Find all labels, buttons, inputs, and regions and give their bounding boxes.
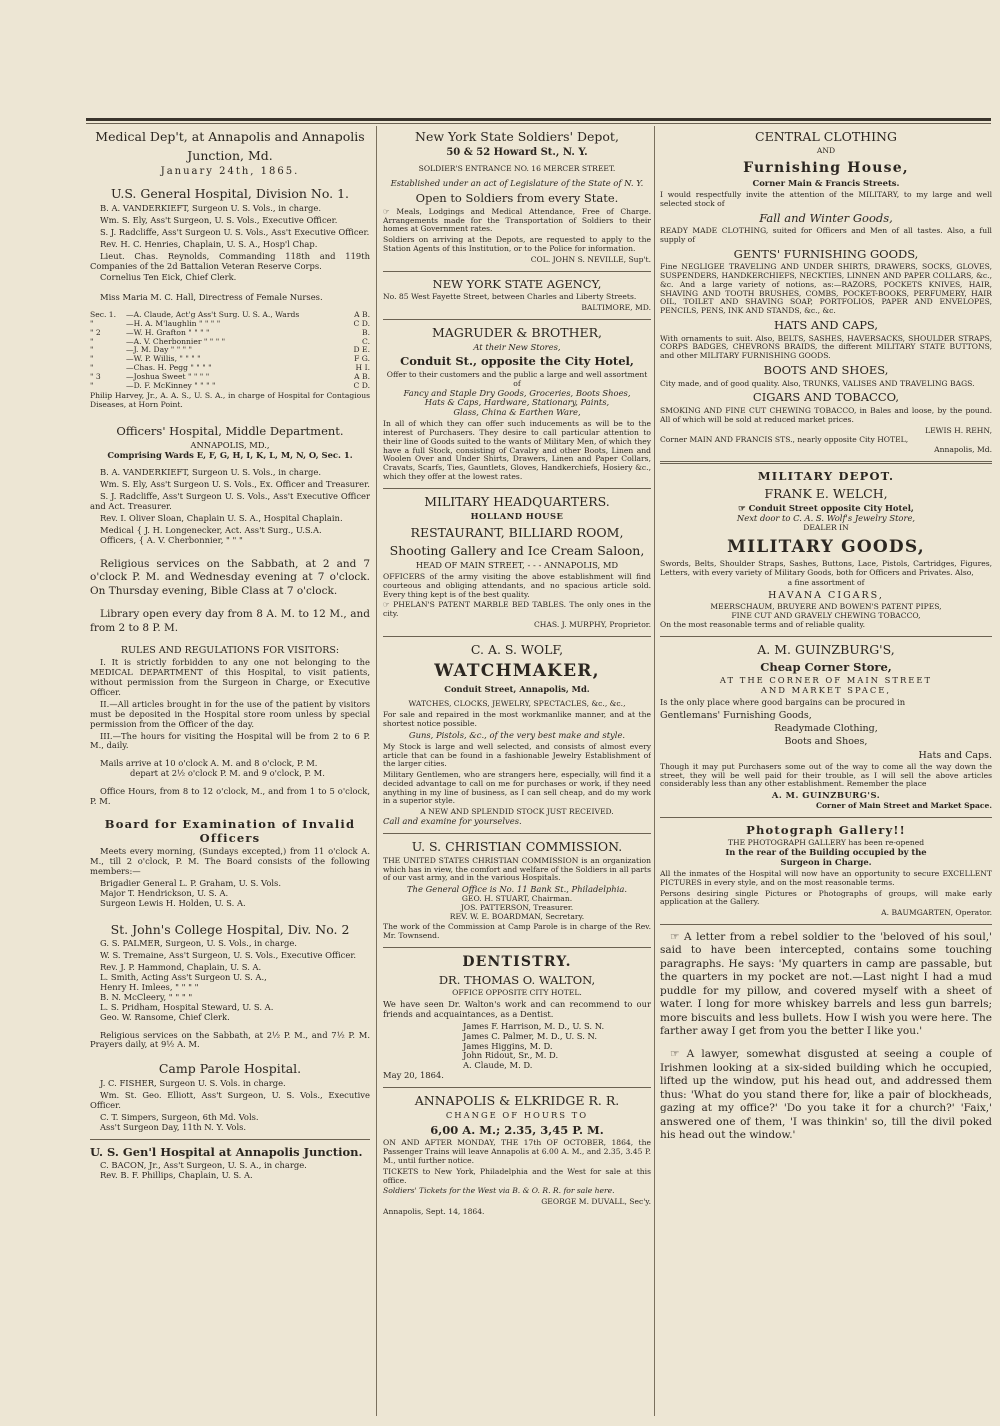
depot-text-2: Soldiers on arriving at the Depots, are requested to apply to the Station Agents of this Institution, or to the Police for information. xyxy=(383,235,651,253)
military-hq-text: OFFICERS of the army visiting the above establishment will find courteous and obliging attendants, and no spacious article sold. Every thing kept is of the best quality. xyxy=(383,571,651,599)
hats-title: HATS AND CAPS, xyxy=(773,318,879,333)
matron-line: Miss Maria M. C. Hall, Directress of Female Nurses. xyxy=(100,292,323,303)
dentist-text: We have seen Dr. Walton's work and can recommend to our friends and acquaintances, as a Dentist. xyxy=(383,998,651,1019)
clothing-signature: LEWIS H. REHN, xyxy=(925,425,992,435)
magruder-goods-1: Fancy and Staple Dry Goods, Groceries, Boots Shoes, xyxy=(403,387,631,398)
agency-city: BALTIMORE, MD. xyxy=(581,302,651,312)
wolf-new-stock: A NEW AND SPLENDID STOCK JUST RECEIVED. xyxy=(420,807,614,817)
reference-name: John Ridout, Sr., M. D. xyxy=(463,1050,559,1061)
cigars-title: CIGARS AND TOBACCO, xyxy=(752,390,900,405)
staff-line: L. Smith, Acting Ass't Surgeon U. S. A., xyxy=(100,971,267,982)
guinzburg-address: Corner of Main Street and Market Space. xyxy=(815,801,992,811)
guinzburg-boots: Boots and Shoes, xyxy=(784,736,868,748)
photo-signature: A. BAUMGARTEN, Operator. xyxy=(881,908,992,918)
welch-tobacco: FINE CUT AND GRAVELY CHEWING TOBACCO, xyxy=(731,611,921,621)
medical-dept-title-2: Junction, Md. xyxy=(187,147,273,163)
parole-title: Camp Parole Hospital. xyxy=(158,1061,302,1077)
photo-surgeon: Surgeon in Charge. xyxy=(780,857,872,868)
welch-terms: On the most reasonable terms and of reliable quality. xyxy=(660,620,866,630)
clothing-ready: READY MADE CLOTHING, suited for Officers and Men of all tastes. Also, a full supply of xyxy=(660,226,992,244)
clothing-address: Corner MAIN AND FRANCIS STS., nearly opposite City HOTEL, xyxy=(660,435,909,445)
hospital-div1-title: U.S. General Hospital, Division No. 1. xyxy=(110,186,350,202)
reference-name: A. Claude, M. D. xyxy=(463,1060,533,1071)
ward-name: —W. H. Grafton " " " " xyxy=(126,327,210,337)
military-depot-title: MILITARY DEPOT. xyxy=(757,468,895,483)
welch-text: Swords, Belts, Shoulder Straps, Sashes, Buttons, Lace, Pistols, Cartridges, Figures, Letters, with every variety of Military Goods, both for Officers and Privates. Also, xyxy=(660,558,992,577)
ward-code: D E. xyxy=(353,345,370,355)
guinzburg-signature: A. M. GUINZBURG'S. xyxy=(771,790,881,801)
dentist-references xyxy=(383,1022,651,1072)
depot-open: Open to Soldiers from every State. xyxy=(415,191,619,206)
ward-name: —W. P. Willis, " " " " xyxy=(126,354,201,364)
magruder-title: MAGRUDER & BROTHER, xyxy=(432,324,602,340)
christian-name: REV. W. E. BOARDMAN, Secretary. xyxy=(449,911,585,921)
top-border xyxy=(86,118,991,121)
gents-text: Fine NEGLIGEE TRAVELING AND UNDER SHIRTS, DRAWERS, SOCKS, GLOVES, SUSPENDERS, HANDKERCHIEFS, NECKTIES, LINNEN AND PAPER COLLARS, &c., &c. And a large variety of notions, as:—RAZORS, POCKETS KNIVES, HAIR, SHAVING AND TOOTH BRUSHES, COMBS, POCKET-BOOKS, PERFUMERY, HAIR OIL, TOILET AND SHAVING SOAP, PORTFOLIOS, PAPER AND ENVELOPES, PENCILS, PENS, INK AND STANDS, &c., &c. xyxy=(660,262,992,316)
magruder-goods-2: Hats & Caps, Hardware, Stationary, Paints, xyxy=(424,397,610,408)
military-hq-text-2: ☞ PHELAN'S PATENT MARBLE BED TABLES. The only ones in the city. xyxy=(383,600,651,619)
ward-name: —Joshua Sweet " " " " xyxy=(126,371,210,381)
dentist-name: DR. THOMAS O. WALTON, xyxy=(438,972,596,987)
staff-line: Medical { J. H. Longenecker, Act. Ass't Surg., U.S.A. xyxy=(100,524,322,535)
military-goods: MILITARY GOODS, xyxy=(727,536,925,557)
medical-dept-title: Medical Dep't, at Annapolis and Annapolis xyxy=(95,129,365,144)
ward-sec: " xyxy=(90,363,94,373)
wolf-name: C. A. S. WOLF, xyxy=(470,641,564,657)
rebel-letter: ☞ A letter from a rebel soldier to the 'beloved of his soul,' said to have been intercepted, contains some touching paragraphs. He says: 'My quarters in camp are passable, but the quarters in my pocket are not.—Last night I had a mud puddle for my pillow, and covered myself with a sheet of water. I long for more whiskey barrels and less gun barrels; more biscuits and less bullets. How I wish you were here. The farther away I get from you the better I like you.' xyxy=(660,930,992,1038)
hospital-div1-staff xyxy=(90,204,370,283)
staff-line: S. J. Radcliffe, Ass't Surgeon U. S. Vols., Ass't Executive Officer and Act. Treasurer. xyxy=(90,491,370,512)
depot-title: New York State Soldiers' Depot, xyxy=(415,129,619,144)
guinzburg-only: Is the only place where good bargains can be procured in xyxy=(660,697,906,707)
ward-name: —H. A. M'laughlin " " " " xyxy=(126,319,221,329)
staff-line: Lieut. Chas. Reynolds, Commanding 118th and 119th Companies of the 2d Battalion Veteran Reserve Corps. xyxy=(90,250,370,271)
christian-name: GEO. H. STUART, Chairman. xyxy=(461,894,573,904)
military-hq-title: MILITARY HEADQUARTERS. xyxy=(424,493,610,509)
ward-sec: " xyxy=(90,380,94,390)
staff-line: G. S. PALMER, Surgeon, U. S. Vols., in charge. xyxy=(100,938,297,949)
guinzburg-cheap: Cheap Corner Store, xyxy=(760,659,892,674)
depot-established: Established under an act of Legislature of the State of N. Y. xyxy=(390,178,644,189)
military-hq-signature: CHAS. J. MURPHY, Proprietor. xyxy=(533,619,651,629)
wards-list xyxy=(90,311,370,410)
stjohns-religious: Religious services on the Sabbath, at 2½ P. M., and 7½ P. M. Prayers daily, at 9½ A. M. xyxy=(90,1029,370,1050)
shooting-line: Shooting Gallery and Ice Cream Saloon, xyxy=(389,543,645,559)
staff-line: Wm. S. Ely, Ass't Surgeon U. S. Vols., Ex. Officer and Treasurer. xyxy=(100,479,370,490)
magruder-goods-3: Glass, China & Earthen Ware, xyxy=(453,407,581,418)
guinzburg-title: A. M. GUINZBURG'S, xyxy=(757,641,895,657)
column-1 xyxy=(90,126,370,1416)
magruder-offer: Offer to their customers and the public a large and well assortment of xyxy=(386,369,648,388)
staff-line: B. N. McCleery, " " " " xyxy=(100,991,193,1002)
date-line: January 24th, 1865. xyxy=(160,165,300,177)
depot-entrance: SOLDIER'S ENTRANCE NO. 16 MERCER STREET. xyxy=(418,163,616,173)
ward-row xyxy=(90,382,370,391)
reference-name: James C. Palmer, M. D., U. S. N. xyxy=(463,1030,598,1041)
dentist-date: May 20, 1864. xyxy=(383,1070,444,1081)
clothing-title-2: Furnishing House, xyxy=(743,159,909,176)
staff-line: S. J. Radcliffe, Ass't Surgeon U. S. Vols., Ass't Executive Officer. xyxy=(100,226,370,237)
top-border-thin xyxy=(86,123,991,124)
photo-text: All the inmates of the Hospital will now have an opportunity to secure EXCELLENT PICTURES in every style, and on the most reasonable terms. xyxy=(660,868,992,887)
wolf-street: Conduit Street, Annapolis, Md. xyxy=(444,683,590,694)
magruder-sub: At their New Stores, xyxy=(473,341,561,352)
boots-title: BOOTS AND SHOES, xyxy=(763,363,889,378)
wolf-items: WATCHES, CLOCKS, JEWELRY, SPECTACLES, &c., &c., xyxy=(408,699,626,709)
agency-text: No. 85 West Fayette Street, between Charles and Liberty Streets. xyxy=(383,292,637,302)
ward-sec: " 3 xyxy=(90,371,101,381)
staff-line: J. C. FISHER, Surgeon U. S. Vols. in charge. xyxy=(100,1078,286,1089)
photo-text-2: Persons desiring single Pictures or Photographs of groups, will make early application at the Gallery. xyxy=(660,888,992,907)
staff-line: Rev. I. Oliver Sloan, Chaplain U. S. A., Hospital Chaplain. xyxy=(100,513,343,524)
column-3 xyxy=(660,126,992,1416)
staff-line: W. S. Tremaine, Ass't Surgeon, U. S. Vols., Executive Officer. xyxy=(100,950,357,961)
christian-work: The work of the Commission at Camp Parole is in charge of the Rev. Mr. Townsend. xyxy=(383,922,651,941)
staff-line: B. A. VANDERKIEFT, Surgeon U. S. Vols., in charge. xyxy=(100,467,322,478)
library-hours: Library open every day from 8 A. M. to 12 M., and from 2 to 8 P. M. xyxy=(90,608,370,634)
railroad-title: ANNAPOLIS & ELKRIDGE R. R. xyxy=(414,1093,620,1109)
photo-reopened: THE PHOTOGRAPH GALLERY has been re-opened xyxy=(727,838,925,848)
mails-depart: depart at 2½ o'clock P. M. and 9 o'clock, P. M. xyxy=(130,768,325,779)
staff-line: Rev. B. F. Phillips, Chaplain, U. S. A. xyxy=(100,1170,253,1181)
wolf-guns: Guns, Pistols, &c., of the very best make and style. xyxy=(408,729,626,740)
railroad-text-2: TICKETS to New York, Philadelphia and the West for sale at this office. xyxy=(383,1166,651,1185)
reference-name: James Higgins, M. D. xyxy=(463,1040,553,1051)
guinzburg-ready: Readymade Clothing, xyxy=(774,723,878,735)
ward-code: B. xyxy=(362,327,370,337)
staff-line: Officers, { A. V. Cherbonnier, " " " xyxy=(100,534,243,545)
board-member: Major T. Hendrickson, U. S. A. xyxy=(100,887,229,898)
ward-sec: " xyxy=(90,319,94,329)
restaurant-line: RESTAURANT, BILLIARD ROOM, xyxy=(410,524,624,540)
board-member: Brigadier General L. P. Graham, U. S. Vols. xyxy=(100,877,282,888)
board-member: Surgeon Lewis H. Holden, U. S. A. xyxy=(100,897,246,908)
wolf-call: Call and examine for yourselves. xyxy=(383,816,522,827)
ward-name: —J. M. Day " " " " xyxy=(126,345,193,355)
office-hours: Office Hours, from 8 to 12 o'clock, M., and from 1 to 5 o'clock, P. M. xyxy=(90,786,370,807)
cigars-text: SMOKING AND FINE CUT CHEWING TOBACCO, in Bales and loose, by the pound. All of which will be sold at reduced market prices. xyxy=(660,405,992,424)
guinzburg-hats: Hats and Caps. xyxy=(918,749,992,761)
hats-text: With ornaments to suit. Also, BELTS, SASHES, HAVERSACKS, SHOULDER STRAPS, CORPS BADGES, CHEVRONS BRAIDS, the different MILITARY STATE BUTTONS, and other MILITARY FURNISHING GOODS. xyxy=(660,333,992,361)
rules-title: RULES AND REGULATIONS FOR VISITORS: xyxy=(120,644,340,656)
column-2 xyxy=(383,126,651,1416)
welch-location: ☞ Conduit Street opposite City Hotel, xyxy=(738,503,914,514)
staff-line: L. S. Pridham, Hospital Steward, U. S. A. xyxy=(100,1001,274,1012)
dentistry-title: DENTISTRY. xyxy=(462,954,572,971)
staff-line: C. BACON, Jr., Ass't Surgeon, U. S. A., in charge. xyxy=(100,1160,307,1171)
railroad-date: Annapolis, Sept. 14, 1864. xyxy=(383,1206,485,1216)
christian-text: THE UNITED STATES CHRISTIAN COMMISSION is an organization which has in view, the comfort and welfare of the Soldiers in all parts of our vast army, and in the various Hospitals. xyxy=(383,855,651,883)
rule-item: I. It is strictly forbidden to any one not belonging to the MEDICAL DEPARTMENT of this Hospital, to visit patients, without permission from the Surgeon in Charge, or Executive Officer. xyxy=(90,657,370,697)
ward-sec: " xyxy=(90,354,94,364)
ward-sec: Sec. 1. xyxy=(90,310,117,320)
railroad-signature: GEORGE M. DUVALL, Sec'y. xyxy=(541,1197,651,1207)
ward-name: —A. V. Cherbonnier " " " " xyxy=(126,336,226,346)
religious-services: Religious services on the Sabbath, at 2 and 7 o'clock P. M. and Wednesday evening at 7 o'clock. On Thursday evening, Bible Class at 7 o'clock. xyxy=(90,557,370,597)
guinzburg-text: Though it may put Purchasers some out of the way to come all the way down the street, they will be well paid for their trouble, as I will sell the above articles considerably less than any other establishment. Remember the place xyxy=(660,761,992,789)
christian-title: U. S. CHRISTIAN COMMISSION. xyxy=(411,838,623,854)
reference-name: James F. Harrison, M. D., U. S. N. xyxy=(463,1020,605,1031)
boots-text: City made, and of good quality. Also, TRUNKS, VALISES AND TRAVELING BAGS. xyxy=(660,378,975,388)
havana-cigars: HAVANA CIGARS, xyxy=(768,590,884,602)
board-text: Meets every morning, (Sundays excepted,) from 11 o'clock A. M., till 2 o'clock, P. M. The Board consists of the following members:— xyxy=(90,846,370,876)
ward-code: F G. xyxy=(354,354,370,364)
clothing-invite: I would respectfully invite the attention of the MILITARY, to my large and well selected stock of xyxy=(660,189,992,208)
agency-title: NEW YORK STATE AGENCY, xyxy=(432,276,602,291)
staff-line: Ass't Surgeon Day, 11th N. Y. Vols. xyxy=(100,1121,247,1132)
guinzburg-gents: Gentlemans' Furnishing Goods, xyxy=(660,709,812,721)
ward-code: C D. xyxy=(353,380,370,390)
staff-line: Geo. W. Ransome, Chief Clerk. xyxy=(100,1011,230,1022)
staff-line: Cornelius Ten Eick, Chief Clerk. xyxy=(100,272,237,283)
ward-code: A B. xyxy=(354,371,370,381)
officers-wards: Comprising Wards E, F, G, H, I, K, L, M, N, O, Sec. 1. xyxy=(107,449,353,460)
guinzburg-corner: AT THE CORNER OF MAIN STREET xyxy=(719,675,933,686)
welch-dealer: DEALER IN xyxy=(803,523,849,533)
mails-arrive: Mails arrive at 10 o'clock A. M. and 8 o'clock, P. M. xyxy=(100,758,318,769)
staff-line: B. A. VANDERKIEFT, Surgeon U. S. Vols., in charge. xyxy=(100,203,322,214)
officers-hospital-title: Officers' Hospital, Middle Department. xyxy=(116,424,344,439)
ward-name: —Chas. H. Pegg " " " " xyxy=(126,363,212,373)
column-rule-2 xyxy=(654,126,655,1416)
clothing-title: CENTRAL CLOTHING xyxy=(755,129,897,144)
welch-fine: a fine assortment of xyxy=(787,578,865,588)
staff-line: Rev. H. C. Henries, Chaplain, U. S. A., Hosp'l Chap. xyxy=(100,238,318,249)
depot-text: ☞ Meals, Lodgings and Medical Attendance, Free of Charge. Arrangements made for the Transportation of Soldiers to their homes at Government rates. xyxy=(383,206,651,234)
ward-sec: " xyxy=(90,336,94,346)
ward-sec: " xyxy=(90,345,94,355)
lawyer-anecdote: ☞ A lawyer, somewhat disgusted at seeing a couple of Irishmen looking at a six-sided building which he occupied, lifted up the window, put his head out, and addressed them thus: 'What do you stand there for, like a pair of blockheads, gazing at my office?' 'Do you take it for a church?' 'Faix,' answered one of them, 'I was thinkin' so, till the divil poked his head out the window.' xyxy=(660,1048,992,1142)
junction-title: U. S. Gen'l Hospital at Annapolis Junction. xyxy=(90,1144,363,1159)
ward-name: —D. F. McKinney " " " " xyxy=(126,380,216,390)
welch-pipes: MEERSCHAUM, BRUYERE AND BOWEN'S PATENT PIPES, xyxy=(710,602,942,612)
wolf-text: My Stock is large and well selected, and consists of almost every article that can be found in a fashionable Jewelry Establishment of the larger cities. xyxy=(383,741,651,769)
photo-building: In the rear of the Building occupied by the xyxy=(725,847,927,858)
railroad-text: ON AND AFTER MONDAY, THE 17th OF OCTOBER, 1864, the Passenger Trains will leave Annapolis at 6.00 A. M., and 2.35, 3.45 P. M., until further notice. xyxy=(383,1138,651,1165)
officers-location: ANNAPOLIS, MD., xyxy=(190,439,270,450)
depot-address: 50 & 52 Howard St., N. Y. xyxy=(446,146,588,158)
clothing-fall: Fall and Winter Goods, xyxy=(759,210,893,225)
clothing-corner: Corner Main & Francis Streets. xyxy=(752,178,900,189)
ward-code: A B. xyxy=(354,310,370,320)
welch-next-door: Next door to C. A. S. Wolf's Jewelry Store, xyxy=(736,513,916,524)
clothing-and: AND xyxy=(816,145,836,155)
staff-line: Wm. S. Ely, Ass't Surgeon, U. S. Vols., Executive Officer. xyxy=(100,214,338,225)
ward-sec: " 2 xyxy=(90,327,101,337)
head-main-street: HEAD OF MAIN STREET, - - - ANNAPOLIS, MD xyxy=(415,560,619,571)
wolf-trade: WATCHMAKER, xyxy=(434,661,600,682)
guinzburg-market: AND MARKET SPACE, xyxy=(760,685,892,696)
stjohns-title: St. John's College Hospital, Div. No. 2 xyxy=(110,921,350,937)
ward-code: C D. xyxy=(353,319,370,329)
ward-name: —A. Claude, Act'g Ass't Surg. U. S. A., Wards xyxy=(126,310,300,320)
rule-item: II.—All articles brought in for the use of the patient by visitors must be deposited in the Hospital store room unless by special permission from the Officer of the day. xyxy=(90,698,370,729)
christian-office: The General Office is No. 11 Bank St., Philadelphia. xyxy=(406,884,628,895)
rule-item: III.—The hours for visiting the Hospital will be from 2 to 6 P. M., daily. xyxy=(90,730,370,751)
railroad-text-3: Soldiers' Tickets for the West via B. & O. R. R. for sale here. xyxy=(383,1186,615,1196)
welch-name: FRANK E. WELCH, xyxy=(764,486,888,502)
dentist-office: OFFICE OPPOSITE CITY HOTEL. xyxy=(452,988,582,998)
wolf-text-2: Military Gentlemen, who are strangers here, especially, will find it a decided advantage to call on me for purchases or work, if they need anything in my line of business, as I can sell cheap, and do my work in a superior style. xyxy=(383,770,651,806)
ward-code: H I. xyxy=(355,363,370,373)
depot-signature: COL. JOHN S. NEVILLE, Sup't. xyxy=(530,254,651,264)
wolf-repair: For sale and repaired in the most workmanlike manner, and at the shortest notice possible. xyxy=(383,710,651,728)
gents-title: GENTS' FURNISHING GOODS, xyxy=(733,246,919,261)
ward-code: C. xyxy=(362,336,370,346)
staff-line: Henry H. Imlees, " " " " xyxy=(100,981,199,992)
staff-line: Wm. St. Geo. Elliott, Ass't Surgeon, U. S. Vols., Executive Officer. xyxy=(90,1089,370,1110)
magruder-loc: Conduit St., opposite the City Hotel, xyxy=(400,354,634,369)
railroad-change: CHANGE OF HOURS TO xyxy=(445,1109,589,1120)
staff-line: C. T. Simpers, Surgeon, 6th Md. Vols. xyxy=(100,1111,259,1122)
staff-line: Rev. J. P. Hammond, Chaplain, U. S. A. xyxy=(100,962,262,973)
magruder-text: In all of which they can offer such inducements as will be to the interest of Purchasers. They desire to call particular attention to their line of Goods suited to the wants of Military Men, of which they have a full Stock, consisting of Cavalry and other Boots, Linen and Woolen Over and Under Shirts, Drawers, Linen and Paper Collars, Cravats, Scarfs, Ties, Gauntlets, Gloves, Handkerchiefs, Hosiery &c., which they offer at the lowest rates. xyxy=(383,419,651,482)
clothing-city: Annapolis, Md. xyxy=(934,445,992,455)
board-title: Board for Examination of Invalid Officers xyxy=(104,816,356,845)
christian-name: JOS. PATTERSON, Treasurer. xyxy=(460,902,574,912)
column-rule-1 xyxy=(376,126,377,1416)
photo-title: Photograph Gallery!! xyxy=(746,822,906,837)
holland-house: HOLLAND HOUSE xyxy=(470,510,564,521)
railroad-times: 6,00 A. M.; 2.35, 3,45 P. M. xyxy=(430,1122,604,1137)
harvey-line: Philip Harvey, Jr., A. A. S., U. S. A., in charge of Hospital for Contagious Diseases, at Horn Point. xyxy=(90,391,370,410)
